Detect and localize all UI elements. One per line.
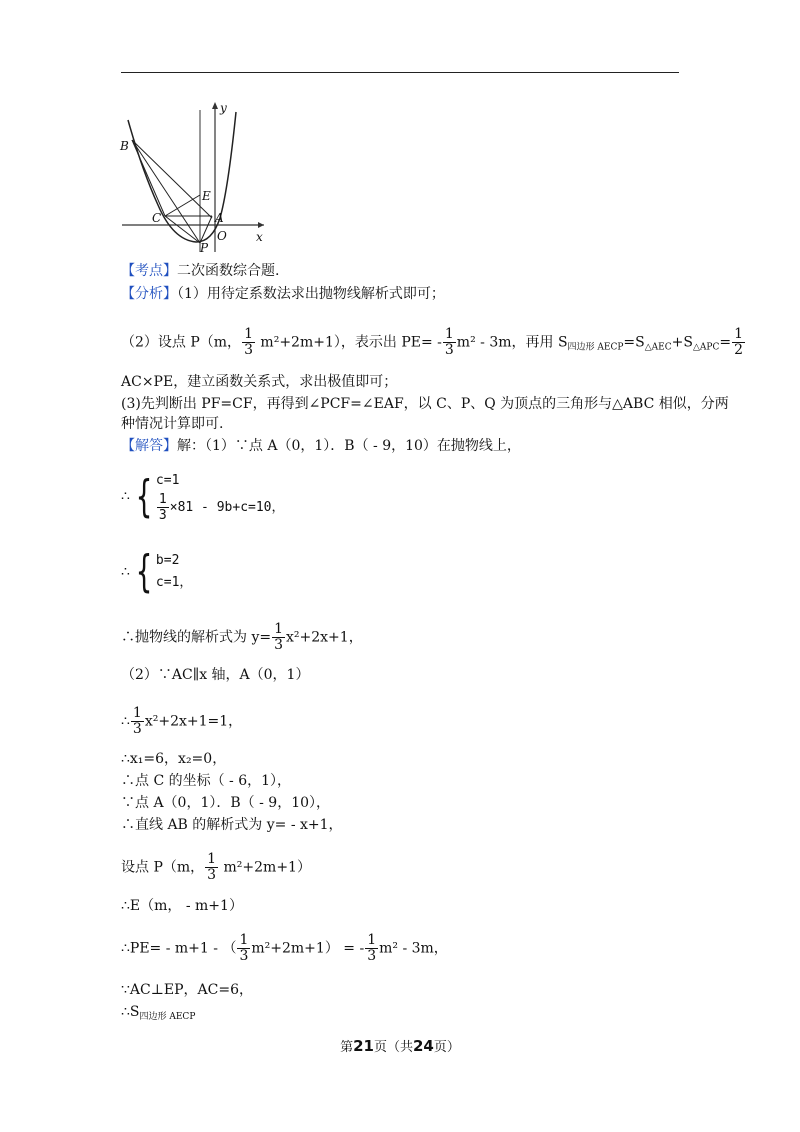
fraction: $\frac{1}{3}$: [244, 326, 253, 358]
label-E: E: [202, 189, 211, 203]
label-y: y: [220, 101, 227, 115]
fraction: $\frac{1}{2}$: [734, 326, 743, 358]
header-rule: [121, 72, 679, 73]
line-parabola: ∴抛物线的解析式为 y= $\frac{1}{3}$ x²+2x+1，: [121, 621, 363, 653]
line-point-p: 设点 P（m， $\frac{1}{3}$ m²+2m+1）: [121, 851, 311, 883]
line-points-ab: ∵点 A（0，1）．B（ - 9，10），: [121, 795, 331, 811]
line-ac: ∵AC⊥EP，AC=6，: [121, 982, 253, 998]
label-O: O: [217, 229, 227, 243]
line-jieda: 【解答】解：（1）∵点 A（0，1）．B（ - 9，10）在抛物线上，: [121, 438, 521, 454]
parabola-figure: [118, 100, 268, 255]
label-A: A: [215, 211, 224, 225]
line-part2: （2）∵AC∥x 轴，A（0，1）: [121, 667, 310, 683]
line-analysis-3: AC×PE，建立函数关系式，求出极值即可；: [121, 374, 398, 390]
line-kaodian: 【考点】二次函数综合题.: [121, 263, 280, 279]
line-point-e: ∴E（m， - m+1）: [121, 898, 243, 914]
label-P: P: [200, 241, 209, 255]
label-B: B: [120, 139, 129, 153]
label-C: C: [152, 211, 162, 225]
label-x: x: [256, 230, 263, 244]
line-roots: ∴x₁=6，x₂=0，: [121, 751, 227, 767]
line-pe: ∴PE= - m+1 - （ $\frac{1}{3}$ m²+2m+1） = - $\frac{1}{3}$ m² - 3m，: [121, 932, 448, 964]
equation-system-2: ∴ { b=2 c=1，: [121, 546, 193, 597]
line-area: $\therefore S_{四边形 AECP}$: [121, 1004, 196, 1022]
line-eq: ∴ $\frac{1}{3}$ x²+2x+1=1，: [121, 705, 243, 737]
line-ab: ∴直线 AB 的解析式为 y= - x+1，: [121, 817, 343, 833]
line-analysis-4: (3)先判断出 PF=CF，再得到∠PCF=∠EAF，以 C、P、Q 为顶点的三角形与△ABC 相似，分两: [121, 396, 729, 412]
page-footer: 第21页（共24页）: [340, 1037, 460, 1055]
fraction: $\frac{1}{3}$: [444, 326, 454, 358]
line-fenxi: 【分析】（1）用待定系数法求出抛物线解析式即可；: [121, 286, 445, 302]
line-point-c: ∴点 C 的坐标（ - 6，1），: [121, 773, 292, 789]
line-analysis-2: （2）设点 P（m， $\frac{1}{3}$ m²+2m+1），表示出 PE= - $\frac{1}{3}$ m² - 3m，再用 $S_{四边形 AECP}=S_{\triangle AEC}+S_{\triangle APC}=$ $\frac{1}{2}$: [121, 326, 743, 358]
line-analysis-5: 种情况计算即可.: [121, 416, 224, 432]
equation-system-1: ∴ { c=1 $\frac{1}{3}$ ×81 - 9b+c=10，: [121, 470, 285, 523]
